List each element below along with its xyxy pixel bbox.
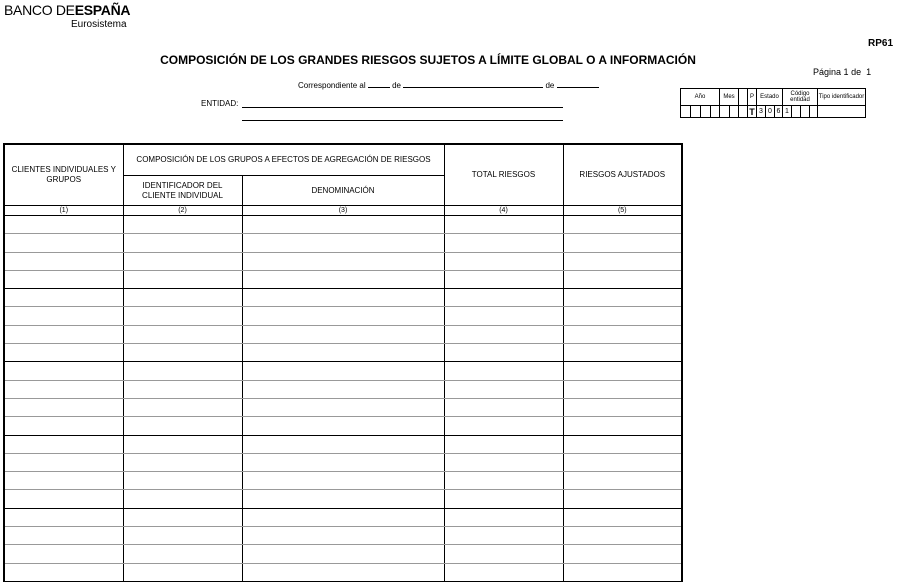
risks-table: [3, 143, 683, 582]
mes-digit-2[interactable]: [730, 106, 739, 118]
table-row: [4, 527, 682, 545]
col-number-4: (4): [444, 206, 563, 216]
table-row: [4, 234, 682, 252]
logo-bold: ESPAÑA: [74, 2, 131, 18]
header-composicion: COMPOSICIÓN DE LOS GRUPOS A EFECTOS DE AGREGACIÓN DE RIESGOS: [123, 144, 444, 176]
table-cell[interactable]: [563, 234, 682, 252]
codigo-cell-2[interactable]: [792, 106, 801, 118]
table-cell[interactable]: [123, 417, 242, 435]
table-cell[interactable]: [444, 234, 563, 252]
table-cell[interactable]: [242, 527, 444, 545]
table-cell[interactable]: [563, 453, 682, 471]
table-cell[interactable]: [563, 508, 682, 526]
header-riesgos-ajustados: RIESGOS AJUSTADOS: [563, 144, 682, 206]
table-cell[interactable]: [242, 398, 444, 416]
table-cell[interactable]: [444, 435, 563, 453]
table-cell[interactable]: [563, 307, 682, 325]
entidad-label: ENTIDAD:: [201, 99, 239, 108]
table-cell[interactable]: [4, 216, 123, 234]
anio-digit-1[interactable]: [681, 106, 691, 118]
anio-digit-2[interactable]: [691, 106, 701, 118]
entidad-field-line-1[interactable]: [242, 107, 563, 108]
period-de-2: de: [545, 81, 555, 90]
table-row: [4, 490, 682, 508]
header-clientes: CLIENTES INDIVIDUALES Y GRUPOS: [4, 144, 123, 206]
table-cell[interactable]: [123, 563, 242, 581]
col-number-2: (2): [123, 206, 242, 216]
table-cell[interactable]: [563, 527, 682, 545]
table-cell[interactable]: [444, 380, 563, 398]
col-blank: [739, 89, 748, 106]
table-cell[interactable]: [563, 398, 682, 416]
table-cell[interactable]: [563, 472, 682, 490]
table-row: [4, 216, 682, 234]
col-codigo-entidad: Código entidad: [783, 89, 818, 106]
header-total-riesgos: TOTAL RIESGOS: [444, 144, 563, 206]
entidad-field-line-2[interactable]: [242, 120, 563, 121]
table-row: [4, 508, 682, 526]
table-cell[interactable]: [242, 216, 444, 234]
table-cell[interactable]: [123, 216, 242, 234]
estado-cell-3: 6: [775, 106, 783, 118]
table-row: [4, 563, 682, 581]
table-cell[interactable]: [4, 417, 123, 435]
table-cell[interactable]: [444, 398, 563, 416]
table-cell[interactable]: [242, 344, 444, 362]
page-current: 1: [843, 67, 849, 77]
col-number-1: (1): [4, 206, 123, 216]
identification-box: [680, 88, 866, 118]
table-cell[interactable]: [123, 344, 242, 362]
period-de-1: de: [392, 81, 401, 90]
table-cell[interactable]: [4, 234, 123, 252]
table-cell[interactable]: [563, 325, 682, 343]
logo-prefix: BANCO DE: [4, 2, 75, 18]
table-cell[interactable]: [4, 344, 123, 362]
table-cell[interactable]: [4, 545, 123, 563]
col-p: P: [748, 89, 757, 106]
table-row: [4, 252, 682, 270]
table-cell[interactable]: [444, 325, 563, 343]
table-cell[interactable]: [123, 289, 242, 307]
table-cell[interactable]: [444, 289, 563, 307]
table-cell[interactable]: [123, 490, 242, 508]
table-cell[interactable]: [123, 270, 242, 288]
table-cell[interactable]: [444, 545, 563, 563]
table-row: [4, 453, 682, 471]
table-cell[interactable]: [4, 563, 123, 581]
period-line: [298, 79, 599, 90]
table-cell[interactable]: [563, 362, 682, 380]
col-tipo-identificador: Tipo identificador: [818, 89, 866, 106]
table-cell[interactable]: [563, 563, 682, 581]
table-cell[interactable]: [123, 435, 242, 453]
table-cell[interactable]: [563, 270, 682, 288]
table-cell[interactable]: [123, 362, 242, 380]
page-of: de: [851, 67, 862, 77]
table-cell[interactable]: [242, 362, 444, 380]
table-cell[interactable]: [444, 216, 563, 234]
table-cell[interactable]: [444, 417, 563, 435]
table-row: [4, 398, 682, 416]
table-row: [4, 270, 682, 288]
table-cell[interactable]: [444, 508, 563, 526]
table-cell[interactable]: [444, 472, 563, 490]
table-row: [4, 344, 682, 362]
table-cell[interactable]: [123, 453, 242, 471]
table-cell[interactable]: [4, 270, 123, 288]
table-cell[interactable]: [563, 216, 682, 234]
table-cell[interactable]: [242, 380, 444, 398]
table-cell[interactable]: [4, 435, 123, 453]
col-anio: Año: [681, 89, 720, 106]
table-cell[interactable]: [444, 270, 563, 288]
table-cell[interactable]: [123, 508, 242, 526]
table-cell[interactable]: [242, 563, 444, 581]
table-cell[interactable]: [563, 545, 682, 563]
period-label: Correspondiente al: [298, 81, 366, 90]
header-denominacion: DENOMINACIÓN: [242, 176, 444, 206]
table-row: [4, 435, 682, 453]
table-row: [4, 325, 682, 343]
table-cell[interactable]: [242, 453, 444, 471]
table-row: [4, 472, 682, 490]
table-cell[interactable]: [563, 289, 682, 307]
table-cell[interactable]: [444, 527, 563, 545]
table-cell[interactable]: [242, 289, 444, 307]
anio-digit-4[interactable]: [711, 106, 720, 118]
table-cell[interactable]: [123, 398, 242, 416]
table-cell[interactable]: [444, 307, 563, 325]
p-value: T: [749, 106, 755, 117]
table-cell[interactable]: [123, 325, 242, 343]
table-cell[interactable]: [444, 362, 563, 380]
table-cell[interactable]: [563, 490, 682, 508]
table-cell[interactable]: [4, 362, 123, 380]
estado-cell-2: 0: [766, 106, 775, 118]
page-label: Página: [813, 67, 842, 77]
table-cell[interactable]: [4, 453, 123, 471]
table-cell[interactable]: [444, 490, 563, 508]
table-row: [4, 380, 682, 398]
table-cell[interactable]: [242, 545, 444, 563]
table-cell[interactable]: [242, 472, 444, 490]
table-cell[interactable]: [242, 252, 444, 270]
table-cell[interactable]: [444, 344, 563, 362]
table-row: [4, 545, 682, 563]
tipo-cell[interactable]: [818, 106, 866, 118]
table-cell[interactable]: [123, 252, 242, 270]
table-row: [4, 307, 682, 325]
col-mes: Mes: [720, 89, 739, 106]
table-cell[interactable]: [563, 417, 682, 435]
table-cell[interactable]: [123, 545, 242, 563]
table-cell[interactable]: [4, 527, 123, 545]
col-number-3: (3): [242, 206, 444, 216]
page-counter: [813, 67, 871, 77]
table-cell[interactable]: [563, 344, 682, 362]
codigo-cell-3[interactable]: [801, 106, 810, 118]
col-estado: Estado: [757, 89, 783, 106]
logo-subtitle: Eurosistema: [71, 19, 127, 30]
day-field[interactable]: [368, 79, 390, 88]
table-row: [4, 417, 682, 435]
table-cell[interactable]: [4, 380, 123, 398]
blank-cell[interactable]: [739, 106, 748, 118]
table-cell[interactable]: [123, 380, 242, 398]
table-cell[interactable]: [123, 527, 242, 545]
table-cell[interactable]: [563, 252, 682, 270]
page-title: COMPOSICIÓN DE LOS GRANDES RIESGOS SUJETOS A LÍMITE GLOBAL O A INFORMACIÓN: [160, 53, 696, 67]
anio-digit-3[interactable]: [701, 106, 711, 118]
estado-cell-1: 3: [757, 106, 766, 118]
table-cell[interactable]: [444, 453, 563, 471]
table-cell[interactable]: [444, 252, 563, 270]
year-field[interactable]: [557, 79, 599, 88]
table-cell[interactable]: [242, 270, 444, 288]
table-cell[interactable]: [242, 325, 444, 343]
table-cell[interactable]: [242, 435, 444, 453]
month-field[interactable]: [403, 79, 543, 88]
table-cell[interactable]: [4, 398, 123, 416]
col-number-5: (5): [563, 206, 682, 216]
table-cell[interactable]: [563, 380, 682, 398]
bank-logo: [4, 2, 130, 18]
mes-digit-1[interactable]: [720, 106, 730, 118]
page-total: 1: [866, 67, 872, 77]
table-row: [4, 362, 682, 380]
table-cell[interactable]: [242, 234, 444, 252]
header-identificador: IDENTIFICADOR DEL CLIENTE INDIVIDUAL: [123, 176, 242, 206]
table-cell[interactable]: [563, 435, 682, 453]
table-cell[interactable]: [242, 417, 444, 435]
table-cell[interactable]: [4, 325, 123, 343]
table-cell[interactable]: [4, 508, 123, 526]
table-cell[interactable]: [242, 508, 444, 526]
codigo-cell-1: 1: [783, 106, 792, 118]
table-cell[interactable]: [4, 252, 123, 270]
table-cell[interactable]: [123, 234, 242, 252]
table-cell[interactable]: [4, 490, 123, 508]
table-cell[interactable]: [444, 563, 563, 581]
table-row: [4, 289, 682, 307]
table-cell[interactable]: [4, 472, 123, 490]
table-cell[interactable]: [4, 289, 123, 307]
table-cell[interactable]: [242, 490, 444, 508]
table-cell[interactable]: [123, 307, 242, 325]
table-cell[interactable]: [123, 472, 242, 490]
table-cell[interactable]: [4, 307, 123, 325]
form-code: RP61: [867, 38, 893, 49]
codigo-cell-4[interactable]: [810, 106, 818, 118]
table-cell[interactable]: [242, 307, 444, 325]
